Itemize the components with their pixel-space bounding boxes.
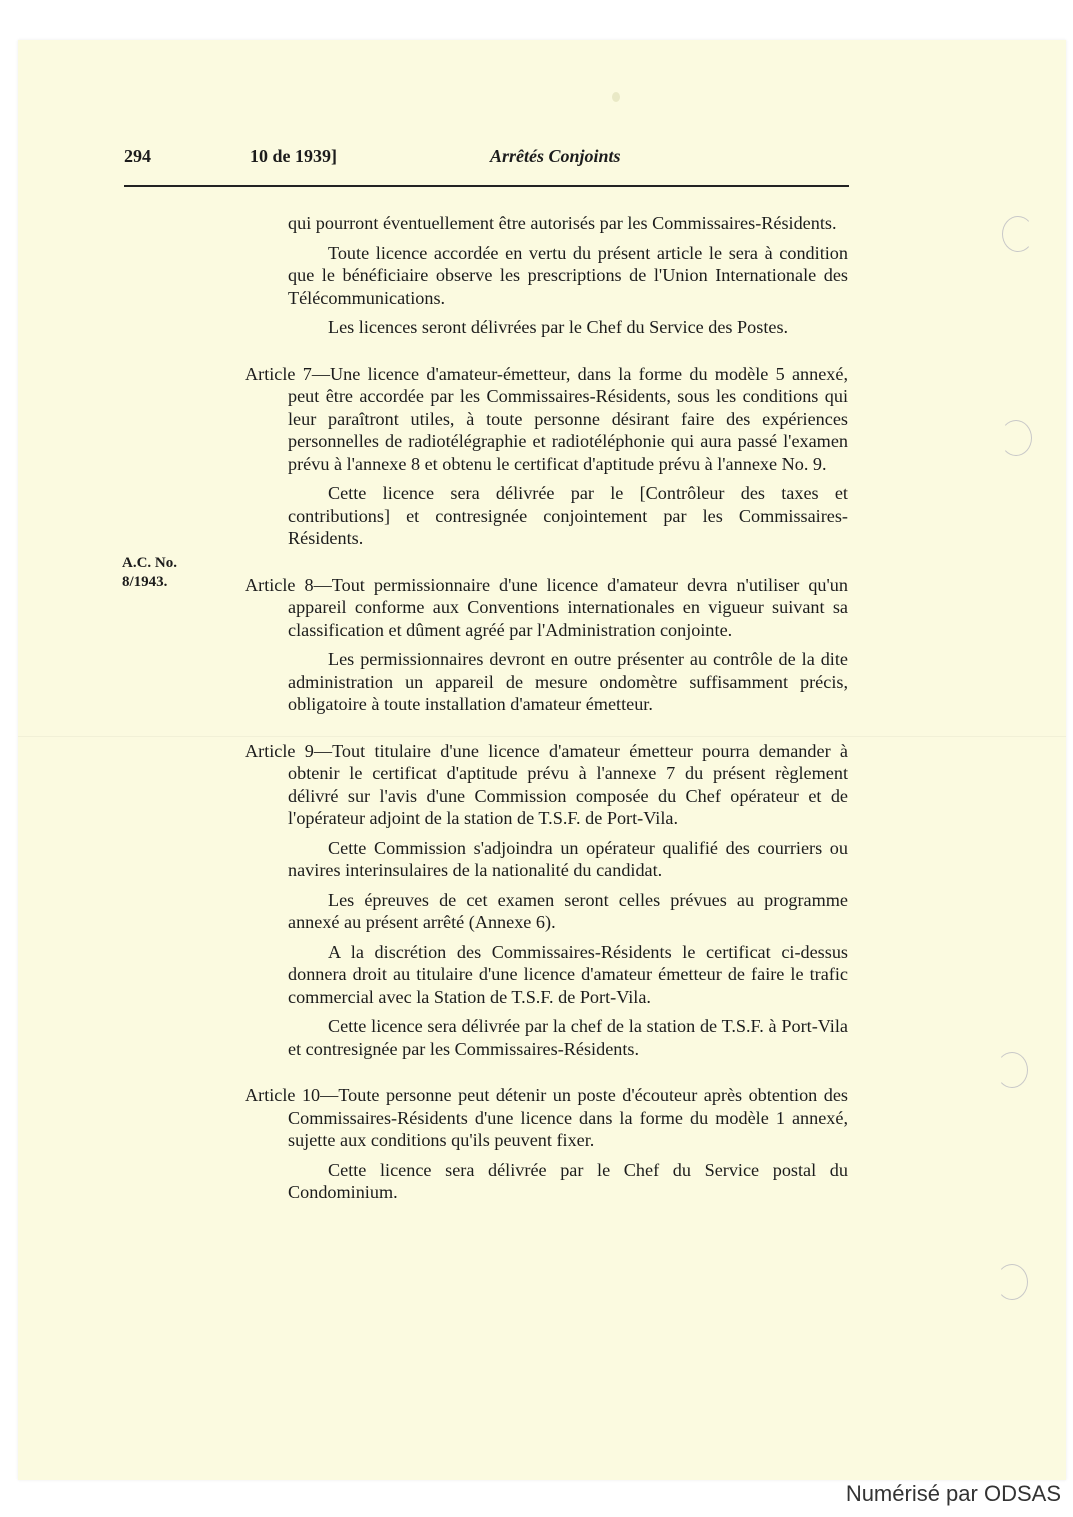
article-7: Article 7—Une licence d'amateur-émetteur, dans la forme du modèle 5 annexé, peut être accordée par les Commissaires-Résidents, sous les conditions qui leur paraîtront utiles, à toute personne désirant faire des expériences personnelles de radiotélégraphie et radiotéléphonie qui aura passé l'examen prévu à l'annexe 8 et obtenu le certificat d'aptitude prévu à l'annexe No. 9.	[245, 363, 848, 474]
year-reference: 10 de 1939]	[250, 146, 337, 166]
punch-hole	[996, 1052, 1028, 1088]
paper-smudge	[612, 92, 620, 102]
paragraph: Cette licence sera délivrée par la chef de la station de T.S.F. à Port-Vila et contresignée par les Commissaires-Résidents.	[288, 1016, 848, 1059]
article-10: Article 10—Toute personne peut détenir un poste d'écouteur après obtention des Commissaires-Résidents d'une licence dans la forme du modèle 1 annexé, sujette aux conditions qu'ils peuvent fixer.	[245, 1085, 848, 1150]
punch-hole	[996, 1264, 1028, 1300]
section-title: Arrêtés Conjoints	[490, 146, 621, 166]
margin-note-line: 8/1943.	[122, 574, 168, 590]
margin-note	[122, 554, 177, 592]
paragraph: Cette licence sera délivrée par le Chef du Service postal du Condominium.	[288, 1159, 848, 1202]
page-header	[124, 146, 849, 170]
article-9: Article 9—Tout titulaire d'une licence d'amateur émetteur pourra demander à obtenir le certificat d'aptitude prévu à l'annexe 7 du présent règlement délivré sur l'avis d'une Commission composée du Chef opérateur et de l'opérateur adjoint de la station de T.S.F. de Port-Vila.	[245, 740, 848, 828]
paragraph: qui pourront éventuellement être autorisés par les Commissaires-Résidents.	[288, 213, 837, 233]
punch-hole	[1000, 420, 1032, 456]
header-rule	[124, 185, 849, 187]
body-text	[245, 212, 848, 1204]
paragraph: Cette licence sera délivrée par le [Contrôleur des taxes et contributions] et contresignée conjointement par les Commissaires-Résidents.	[288, 483, 848, 548]
paragraph: Les permissionnaires devront en outre présenter au contrôle de la dite administration un appareil de mesure ondomètre suffisamment précis, obligatoire à toute installation d'amateur émetteur.	[288, 649, 848, 714]
digitization-watermark: Numérisé par ODSAS	[845, 1481, 1061, 1506]
paragraph: Toute licence accordée en vertu du présent article le sera à condition que le bénéficiaire observe les prescriptions de l'Union Internationale des Télécommunications.	[288, 242, 848, 308]
punch-hole	[1002, 216, 1034, 252]
page-number: 294	[124, 146, 151, 166]
paragraph: A la discrétion des Commissaires-Résidents le certificat ci-dessus donnera droit au titulaire d'une licence d'amateur émetteur de faire le trafic commercial avec la Station de T.S.F. de Port-Vila.	[288, 941, 848, 1007]
paragraph: Les licences seront délivrées par le Chef du Service des Postes.	[328, 317, 789, 337]
margin-note-line: A.C. No.	[122, 555, 177, 571]
paragraph: Cette Commission s'adjoindra un opérateur qualifié des courriers ou navires interinsulaires de la nationalité du candidat.	[288, 837, 848, 880]
article-8: Article 8—Tout permissionnaire d'une licence d'amateur devra n'utiliser qu'un appareil conforme aux Conventions internationales en vigueur suivant sa classification et dûment agréé par l'Administration conjointe.	[245, 574, 848, 640]
paragraph: Les épreuves de cet examen seront celles prévues au programme annexé au présent arrêté (Annexe 6).	[288, 889, 848, 932]
